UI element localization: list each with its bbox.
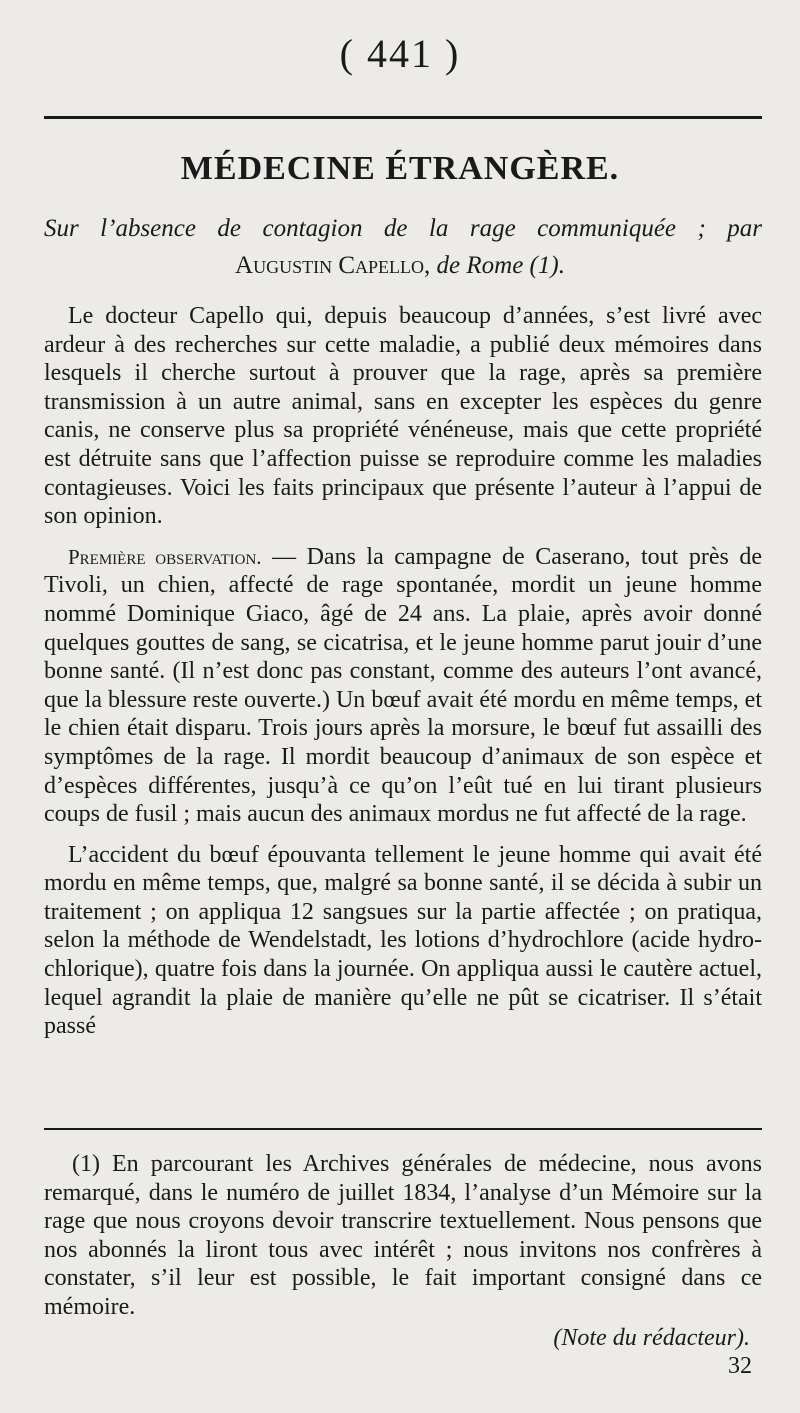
paragraph: L’accident du bœuf épouvanta tellement le jeune homme qui avait été mordu en même temps, que, malgré sa bonne santé, il se décida à subir un traitement ; on appliqua 12 sangsues sur la partie affectée ; on pratiqua, selon la méthode de Wendelstadt, les lotions d’hydrochlore (acide hydro-chlorique), quatre fois dans la journée. On appliqua aussi le cautère actuel, lequel agrandit la plaie de manière qu’elle ne pût se cicatriser. Il s’était passé	[44, 841, 762, 1040]
article-title: Sur l’absence de contagion de la rage communiquée ; par	[44, 215, 762, 242]
article-author	[0, 252, 800, 280]
footnote	[44, 1150, 762, 1352]
observation-paragraph	[44, 543, 762, 829]
header-rule	[44, 116, 762, 119]
body-text	[44, 302, 762, 1041]
footnote-rule	[44, 1128, 762, 1130]
signature-mark: 32	[728, 1353, 752, 1379]
observation-label: Première observation.	[68, 544, 262, 569]
footnote-sign: (Note du rédacteur).	[553, 1324, 750, 1351]
page-number: ( 441 )	[339, 31, 461, 76]
footnote-text: (1) En parcourant les Archives générales de médecine, nous avons remarqué, dans le numéro de juillet 1834, l’analyse d’un Mémoire sur la rage que nous croyons devoir transcrire textuellement. Nous pensons que nos abonnés la liront tous avec intérêt ; nous invitons nos confrères à constater, s’il leur est possible, le fait important consigné dans ce mémoire.	[44, 1151, 762, 1320]
author-name: Augustin Capello,	[235, 252, 431, 279]
paragraph: Le docteur Capello qui, depuis beaucoup d’années, s’est livré avec ardeur à des recherches sur cette maladie, a publié deux mémoires dans lesquels il cherche surtout à prouver que la rage, après sa première transmission à un autre animal, sans en excepter les espèces du genre canis, ne conserve plus sa propriété vénéneuse, mais que cette propriété est détruite sans que l’affection puisse se reproduire comme les maladies contagieuses. Voici les faits principaux que présente l’auteur à l’appui de son opinion.	[44, 303, 762, 530]
section-title: MÉDECINE ÉTRANGÈRE.	[180, 150, 620, 187]
observation-text: — Dans la campagne de Caserano, tout près de Tivoli, un chien, affecté de rage spontanée, mordit un jeune homme nommé Dominique Giaco, âgé de 24 ans. La plaie, après avoir donné quelques gouttes de sang, se cicatrisa, et le jeune homme parut jouir d’une bonne santé. (Il n’est donc pas constant, comme des auteurs l’ont avancé, que la blessure reste ouverte.) Un bœuf avait été mordu en même temps, et le chien était disparu. Trois jours après la morsure, le bœuf fut assailli des symptômes de la rage. Il mordit beaucoup d’animaux de son espèce et d’espèces différentes, jusqu’à ce qu’on l’eût tué en lui tirant plusieurs coups de fusil ; mais aucun des animaux mordus ne fut affecté de la rage.	[44, 543, 763, 828]
author-place: de Rome (1).	[436, 252, 565, 279]
